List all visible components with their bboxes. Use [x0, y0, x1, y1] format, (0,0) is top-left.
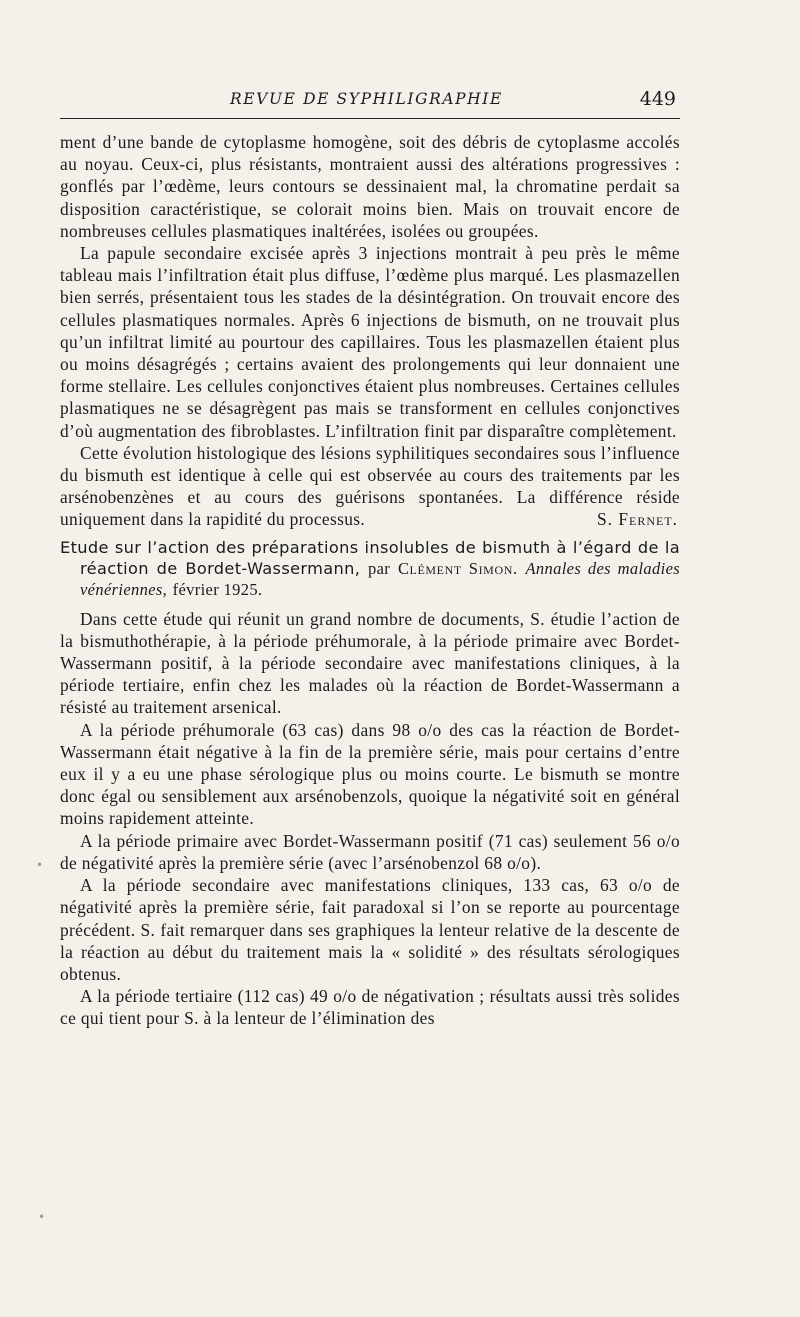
margin-speck: •: [38, 1210, 46, 1224]
article-body: [60, 608, 680, 1030]
paragraph-conclusion-text: Cette évolution histologique des lésions syphilitiques secondaires sous l’influence du bismuth est identique à celle qui est observée au cours des traitements par les arsénobenzènes et au cours des guérisons spontanées. La différence réside uniquement dans la rapidité du processus.: [60, 442, 680, 530]
paragraph-conclusion: [60, 442, 680, 531]
reviewer-signature: S. Fernet.: [596, 509, 678, 530]
article-paragraph: A la période primaire avec Bordet-Wassermann positif (71 cas) seulement 56 o/o de négativité après la première série (avec l’arsénobenzol 68 o/o).: [60, 830, 680, 873]
main-text: [60, 131, 680, 1030]
running-header: [60, 84, 680, 119]
paragraph-continuation: ment d’une bande de cytoplasme homogène, soit des débris de cytoplasme accolés au noyau. Ceux-ci, plus résistants, montraient aussi des altérations progressives : gonflés par l’œdème, leurs contours se dessinaient mal, la chromatine perdait sa disposition caractéristique, se colorait moins bien. Mais on trouvait encore de nombreuses cellules plasmatiques inaltérées, isolées ou groupées.: [60, 132, 680, 241]
article-paragraph: A la période tertiaire (112 cas) 49 o/o de négativation ; résultats aussi très solides ce qui tient pour S. à la lenteur de l’élimination des: [60, 986, 680, 1029]
paragraph-papule: La papule secondaire excisée après 3 injections montrait à peu près le même tableau mais l’infiltration était plus diffuse, l’œdème plus marqué. Les plasmazellen bien serrés, présentaient tous les stades de la désintégration. On trouvait encore des cellules plasmatiques normales. Après 6 injections de bismuth, on ne trouvait plus qu’un infiltrat limité au pourtour des capillaires. Tous les plasmazellen étaient plus ou moins désagrégés ; certains avaient des prolongements qui leur donnaient une forme stellaire. Les cellules conjonctives étaient plus nombreuses. Certaines cellules plasmatiques ne se désagrègent pas mais se transforment en cellules conjonctives d’où augmentation des fibroblastes. L’infiltration finit par disparaître complètement.: [60, 243, 680, 441]
running-title: REVUE DE SYPHILIGRAPHIE: [230, 90, 503, 108]
margin-speck: •: [36, 858, 44, 872]
page-number: 449: [639, 88, 676, 110]
article-paragraph: A la période secondaire avec manifestations cliniques, 133 cas, 63 o/o de négativité après la première série, fait paradoxal si l’on se reporte au pourcentage précédent. S. fait remarquer dans ses graphiques la lenteur relative de la descente de la réaction au début du traitement mais la « solidité » des résultats sérologiques obtenus.: [60, 875, 680, 984]
article-by: par: [368, 558, 391, 578]
article-date: février 1925.: [172, 579, 263, 599]
article-journal: Annales des maladies vénériennes,: [80, 558, 681, 599]
article-heading: [60, 537, 680, 600]
article-paragraph: A la période préhumorale (63 cas) dans 98 o/o des cas la réaction de Bordet-Wassermann était négative à la fin de la première série, mais pour certains d’entre eux il y a eu une phase sérologique plus ou moins courte. Le bismuth se montre donc égal ou sensiblement aux arsénobenzols, quoique la négativité soit en général moins rapidement atteinte.: [60, 719, 680, 829]
book-page: [60, 84, 680, 1030]
article-title: Etude sur l’action des préparations insolubles de bismuth à l’égard de la réaction de Bordet-Wassermann,: [60, 537, 680, 578]
article-author: Clément Simon.: [397, 558, 518, 578]
article-paragraph: Dans cette étude qui réunit un grand nombre de documents, S. étudie l’action de la bismuthothérapie, à la période préhumorale, à la période primaire avec Bordet-Wassermann positif, à la période secondaire avec manifestations cliniques, à la période tertiaire, enfin chez les malades où la réaction de Bordet-Wassermann a résisté au traitement arsenical.: [60, 608, 680, 718]
